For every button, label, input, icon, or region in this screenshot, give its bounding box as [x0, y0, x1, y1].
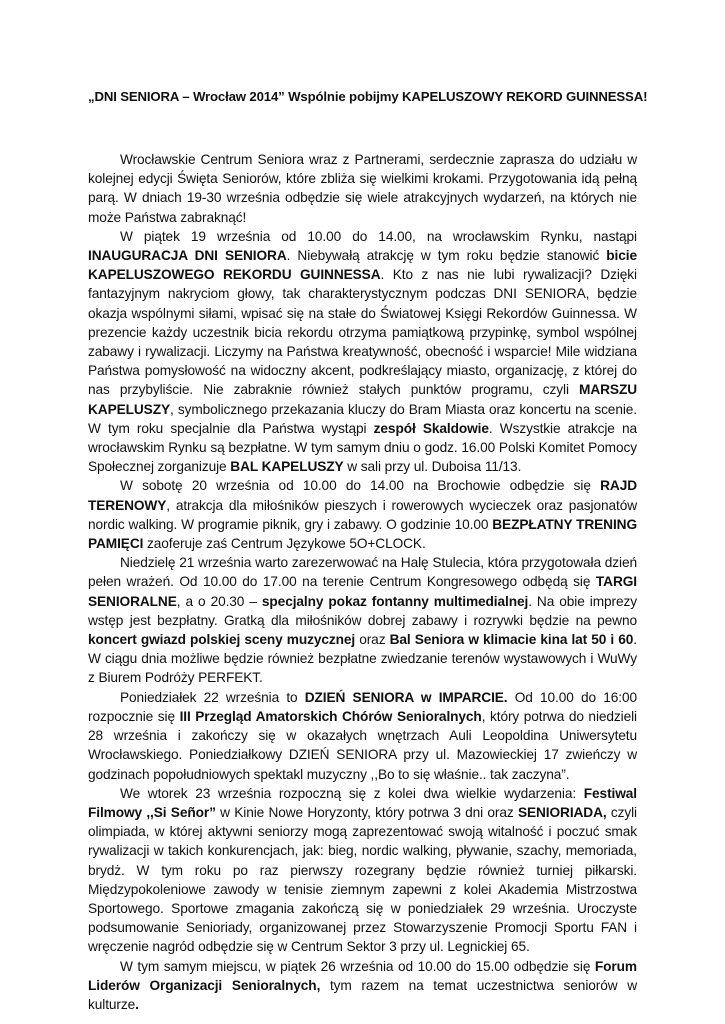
- bold-text: Forum Liderów Organizacji Senioralnych,: [88, 958, 637, 993]
- text-run: . Na obie imprezy wstęp jest bezpłatny. Gratką dla miłośników dobrej zabawy i rozrywki będzie na pewno: [88, 593, 637, 628]
- text-run: czyli olimpiada, w której aktywni seniorzy mogą zaprezentować swoją witalność i poczuć smak rywalizacji w takich konkurencjach, jak: bieg, nordic walking, pływanie, szachy, memoriada, brydż. W tym roku po raz pierwszy rozegrany będzie również turniej piłkarski. Międzypokoleniowe zawody w tenisie ziemnym zapewni z kolei Akademia Mistrzostwa Sportowego. Sportowe zmagania zakończą się w poniedziałek 29 września. Uroczyste podsumowanie Senioriady, organizowanej przez Stowarzyszenie Promocji Sportu FAN i wręczenie nagród odbędzie się w Centrum Sektor 3 przy ul. Legnickiej 65.: [88, 804, 637, 955]
- bold-text: RAJD TERENOWY: [88, 478, 637, 513]
- bold-text: koncert gwiazd polskiej sceny muzycznej: [88, 632, 356, 648]
- bold-text: specjalny pokaz fontanny multimedialnej: [261, 593, 529, 609]
- text-run: Wrocławskie Centrum Seniora wraz z Partnerami, serdecznie zaprasza do udziału w kolejnej edycji Święta Seniorów, które zbliża się wielkimi krokami. Przygotowania idą pełną parą. W dniach 19-30 września odbędzie się wiele atrakcyjnych wydarzeń, na których nie może Państwa zabraknąć!: [88, 152, 637, 225]
- text-run: , atrakcja dla miłośników pieszych i rowerowych wycieczek oraz pasjonatów nordic walking. W programie piknik, gry i zabawy. O godzinie 10.00: [88, 497, 637, 532]
- bold-text: BEZPŁATNY TRENING PAMIĘCI: [88, 516, 637, 552]
- bold-text: zespół Skaldowie: [373, 420, 489, 436]
- text-run: oraz: [355, 632, 390, 648]
- text-run: zaoferuje zaś Centrum Językowe 5O+CLOCK.: [143, 536, 426, 552]
- text-run: W piątek 19 września od 10.00 do 14.00, na wrocławskim Rynku, nastąpi: [120, 228, 637, 244]
- bold-text: bicie KAPELUSZOWEGO REKORDU GUINNESSA: [88, 248, 637, 283]
- paragraph: [88, 957, 637, 1015]
- text-run: . Wszystkie atrakcje na wrocławskim Rynku są bezpłatne. W tym samym dniu o godz. 16.00 Polski Komitet Pomocy Społecznej zorganizuje: [88, 420, 637, 475]
- bold-text: DZIEŃ SENIORA w IMPARCIE.: [304, 689, 508, 705]
- text-run: Od 10.00 do 16:00 rozpocznie się: [88, 689, 637, 724]
- bold-text: .: [135, 996, 139, 1012]
- document-title: „DNI SENIORA – Wrocław 2014” Wspólnie pobijmy KAPELUSZOWY REKORD GUINNESSA!: [88, 89, 648, 104]
- text-run: . Kto z nas nie lubi rywalizacji? Dzięki fantazyjnym nakryciom głowy, tak charakterystycznym podczas DNI SENIORA, będzie okazja wspólnymi siłami, wpisać się na stałe do Światowej Księgi Rekordów Guinnessa. W prezencie każdy uczestnik bicia rekordu otrzyma pamiątkową przypinkę, symbol wspólnej zabawy i rywalizacji. Liczymy na Państwa kreatywność, obecność i wsparcie! Mile widziana Państwa pomysłowość na widoczny akcent, podkreślający miasto, organizację, z której do nas przybyliście. Nie zabraknie również stałych punktów programu, czyli: [88, 267, 637, 398]
- bold-text: BAL KAPELUSZY: [230, 459, 344, 475]
- text-run: w Kinie Nowe Horyzonty, który potrwa 3 dni oraz: [215, 804, 518, 820]
- text-run: Poniedziałek 22 września to: [120, 689, 305, 705]
- bold-text: MARSZU KAPELUSZY: [88, 382, 637, 417]
- document-body: [88, 150, 637, 1014]
- paragraph: [88, 553, 637, 687]
- text-run: , symbolicznego przekazania kluczy do Bram Miasta oraz koncertu na scenie. W tym roku specjalnie dla Państwa wystąpi: [88, 401, 637, 436]
- paragraph: [88, 227, 637, 477]
- bold-text: III Przegląd Amatorskich Chórów Senioralnych: [179, 708, 482, 724]
- paragraph: [88, 150, 637, 227]
- text-run: w sali przy ul. Duboisa 11/13.: [343, 459, 522, 475]
- paragraph: [88, 784, 637, 957]
- text-run: . W ciągu dnia możliwe będzie również bezpłatne zwiedzanie terenów wystawowych i WuWy z Biurem Podróży PERFEKT.: [88, 632, 637, 686]
- bold-text: Bal Seniora w klimacie kina lat 50 i 60: [389, 632, 634, 648]
- text-run: We wtorek 23 września rozpoczną się z kolei dwa wielkie wydarzenia:: [120, 785, 584, 801]
- text-run: . Niebywałą atrakcję w tym roku będzie stanowić: [286, 248, 607, 264]
- text-run: W sobotę 20 września od 10.00 do 14.00 na Brochowie odbędzie się: [120, 478, 601, 494]
- bold-text: SENIORIADA,: [517, 804, 607, 820]
- text-run: Niedzielę 21 września warto zarezerwować na Halę Stulecia, która przygotowała dzień pełen wrażeń. Od 10.00 do 17.00 na terenie Centrum Kongresowego odbędą się: [88, 555, 637, 590]
- bold-text: INAUGURACJA DNI SENIORA: [88, 248, 287, 264]
- paragraph: [88, 688, 637, 784]
- text-run: tym razem na temat uczestnictwa seniorów w kulturze: [88, 977, 637, 1012]
- bold-text: TARGI SENIORALNE: [88, 574, 637, 609]
- paragraph: [88, 476, 637, 553]
- bold-text: Festiwal Filmowy ,,Si Señor”: [88, 785, 637, 820]
- text-run: W tym samym miejscu, w piątek 26 września od 10.00 do 15.00 odbędzie się: [120, 958, 595, 974]
- text-run: , który potrwa do niedzieli 28 września i zakończy się w okazałych wnętrzach Auli Leopoldina Uniwersytetu Wrocławskiego. Poniedziałkowy DZIEŃ SENIORA przy ul. Mazowieckiej 17 zwieńczy w godzinach popołudniowych spektakl muzyczny ,,Bo to się właśnie.. tak zaczyna”.: [88, 708, 637, 782]
- text-run: , a o 20.30 –: [176, 593, 262, 609]
